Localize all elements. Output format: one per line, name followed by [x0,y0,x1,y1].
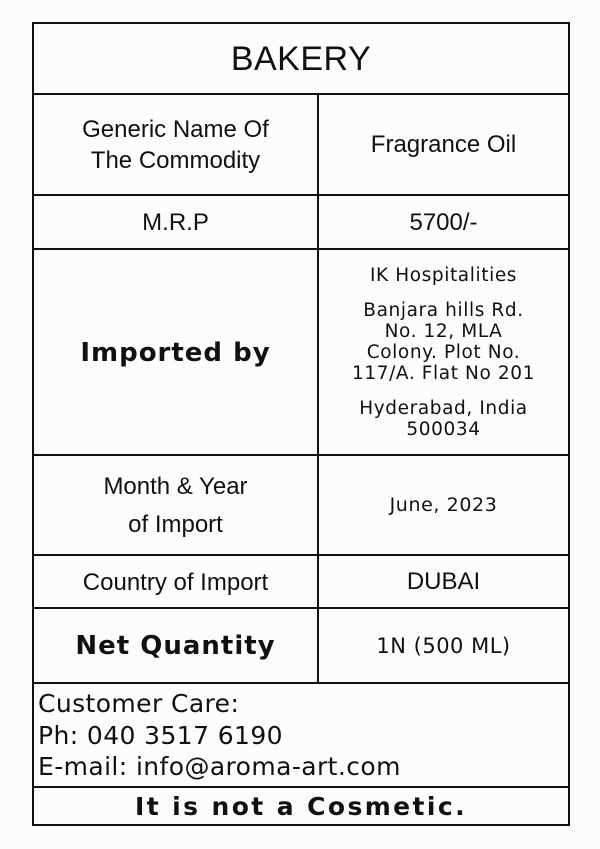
customer-care-email: E-mail: info@aroma-art.com [38,752,401,781]
page-title: BAKERY [230,39,372,78]
net-quantity-value: 1N (500 ML) [376,634,511,658]
country-label-cell [34,556,317,608]
mrp-label-cell [34,196,317,249]
importer-address-line3: Colony. Plot No. [366,342,521,363]
generic-name-label-cell [34,95,317,195]
import-date-label-line1: Month & Year [103,472,248,500]
customer-care-heading: Customer Care: [38,689,240,718]
generic-name-value-cell [319,95,568,195]
importer-address-line4: 117/A. Flat No 201 [351,363,536,384]
title-row [34,24,568,94]
cosmetic-disclaimer: It is not a Cosmetic. [135,791,467,821]
net-quantity-label-cell [34,609,317,683]
country-value-cell [319,556,568,608]
import-date-label-cell [34,456,317,555]
country-label: Country of Import [82,568,269,596]
mrp-label: M.R.P [142,209,209,236]
importer-company: IK Hospitalities [369,265,518,286]
importer-address-line1: Banjara hills Rd. [363,300,524,321]
importer-address-line2: No. 12, MLA [384,321,503,342]
generic-name-label-line1: Generic Name Of [82,116,269,143]
net-quantity-label: Net Quantity [75,631,276,661]
product-label [32,22,570,826]
imported-by-value-cell [319,250,568,455]
importer-pin: 500034 [406,419,481,440]
customer-care [38,688,558,783]
importer-city: Hyderabad, India [359,398,528,419]
mrp-value-cell [319,196,568,249]
generic-name-value: Fragrance Oil [370,131,517,158]
import-date-value: June, 2023 [389,494,498,516]
mrp-value: 5700/- [409,208,478,236]
country-value: DUBAI [406,568,481,595]
customer-care-phone: Ph: 040 3517 6190 [38,720,283,750]
generic-name-label-line2: The Commodity [90,147,261,174]
net-quantity-value-cell [319,609,568,683]
imported-by-label-cell [34,250,317,455]
footer-row [34,788,568,824]
imported-by-label: Imported by [80,337,271,368]
import-date-label-line2: of Import [128,510,223,538]
import-date-value-cell [319,456,568,555]
